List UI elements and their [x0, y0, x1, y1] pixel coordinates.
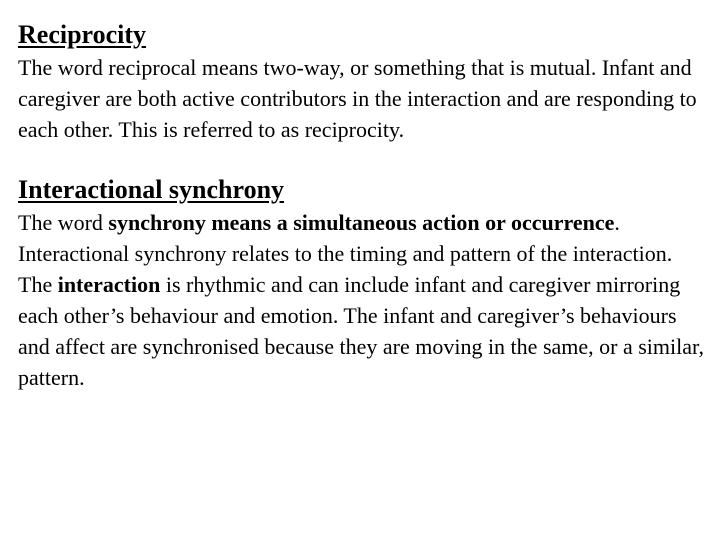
paragraph-interactional-synchrony: [18, 207, 708, 393]
text-segment: The word: [18, 210, 109, 235]
section-title-reciprocity: Reciprocity: [18, 20, 147, 49]
bold-term-interaction: interaction: [57, 272, 161, 297]
section-interactional-synchrony: [18, 173, 708, 393]
text-segment: . Interactional synchrony relates to the timing and pattern of the interaction. The: [18, 210, 673, 297]
section-title-interactional-synchrony: Interactional synchrony: [18, 175, 285, 204]
bold-definition: synchrony means a simultaneous action or occurrence: [108, 210, 615, 235]
section-reciprocity: [18, 18, 708, 145]
text-segment: is rhythmic and can include infant and caregiver mirroring each other’s behaviour and emotion. The infant and caregiver’s behaviours and affect are synchronised because they are moving in the same, or a similar, pattern.: [18, 272, 704, 390]
paragraph-reciprocity: The word reciprocal means two-way, or something that is mutual. Infant and caregiver are both active contributors in the interaction and are responding to each other. This is referred to as reciprocity.: [18, 55, 697, 142]
slide-content: [18, 18, 708, 393]
